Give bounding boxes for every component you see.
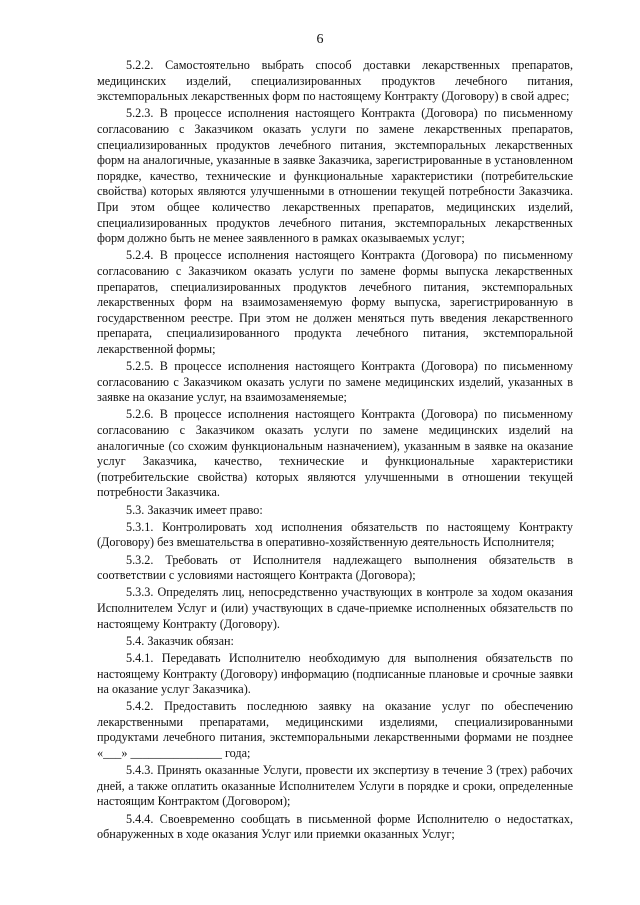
heading-5-4: 5.4. Заказчик обязан: [126, 633, 234, 648]
paragraph-5-4-3: 5.4.3. Принять оказанные Услуги, провести их экспертизу в течение 3 (трех) рабочих дней, а также оплатить оказанные Исполнителем Услуги в порядке и сроки, определенные настоящим Контрактом (Договором); [97, 763, 573, 809]
heading-5-3: 5.3. Заказчик имеет право: [126, 502, 263, 517]
page-number: 6 [316, 32, 324, 47]
paragraph-5-4-1: 5.4.1. Передавать Исполнителю необходимую для выполнения обязательств по настоящему Контракту (Договору) информацию (подписанные плановые и срочные заявки на оказание услуг Заказчика). [97, 650, 573, 697]
paragraph-5-2-5: 5.2.5. В процессе исполнения настоящего Контракта (Договора) по письменному согласованию с Заказчиком оказать услуги по замене медицинских изделий, указанных в заявке на оказание услуг, на взаимозаменяемые; [97, 359, 573, 405]
paragraph-5-2-6: 5.2.6. В процессе исполнения настоящего Контракта (Договора) по письменному согласованию с Заказчиком оказать услуги по замене медицинских изделий на аналогичные (со схожим функциональным назначением), указанным в заявке на оказание услуг Заказчика, качество, технические и функциональные характеристики (потребительские свойства) которых являются улучшенными в отношении текущей потребности Заказчика. [97, 407, 573, 500]
paragraph-5-4-4: 5.4.4. Своевременно сообщать в письменной форме Исполнителю о недостатках, обнаруженных в ходе оказания Услуг или приемки оказанных Услуг; [97, 811, 573, 842]
paragraph-5-4-2: 5.4.2. Предоставить последнюю заявку на оказание услуг по обеспечению лекарственными препаратами, медицинскими изделиями, специализированными продуктами лечебного питания, экстемпоральными лекарственными формами не позднее «___» _______________ года; [97, 699, 573, 761]
paragraph-5-3-1: 5.3.1. Контролировать ход исполнения обязательств по настоящему Контракту (Договору) без вмешательства в оперативно-хозяйственную деятельность Исполнителя; [97, 519, 573, 550]
document-body [97, 58, 573, 844]
paragraph-5-2-3: 5.2.3. В процессе исполнения настоящего Контракта (Договора) по письменному согласованию с Заказчиком оказать услуги по замене лекарственных препаратов, специализированных продуктов лечебного питания, экстемпоральных лекарственных форм на аналогичные, указанные в заявке Заказчика, зарегистрированные в установленном порядке, качество, технические и функциональные характеристики (потребительские свойства) которых являются улучшенными в отношении текущей потребности Заказчика. При этом общее количество лекарственных препаратов, медицинских изделий, специализированных продуктов лечебного питания, экстемпоральных лекарственных форм должно быть не менее заявленного в рамках оказываемых услуг; [97, 106, 573, 246]
paragraph-5-3-2: 5.3.2. Требовать от Исполнителя надлежащего выполнения обязательств в соответствии с условиями настоящего Контракта (Договора); [97, 552, 573, 583]
paragraph-5-2-2: 5.2.2. Самостоятельно выбрать способ доставки лекарственных препаратов, медицинских изделий, специализированных продуктов лечебного питания, экстемпоральных лекарственных форм по настоящему Контракту (Договору) в свой адрес; [97, 58, 573, 104]
paragraph-5-2-4: 5.2.4. В процессе исполнения настоящего Контракта (Договора) по письменному согласованию с Заказчиком оказать услуги по замене формы выпуска лекарственных препаратов, специализированных продуктов лечебного питания, экстемпоральных лекарственных форм на взаимозаменяемую форму выпуска, зарегистрированную в государственном реестре. При этом не должен меняться путь введения лекарственного препарата, специализированного продукта лечебного питания, экстемпоральной лекарственной формы; [97, 248, 573, 356]
paragraph-5-3-3: 5.3.3. Определять лиц, непосредственно участвующих в контроле за ходом оказания Исполнителем Услуг и (или) участвующих в сдаче-приемке исполненных обязательств по настоящему Контракту (Договору). [97, 585, 573, 631]
